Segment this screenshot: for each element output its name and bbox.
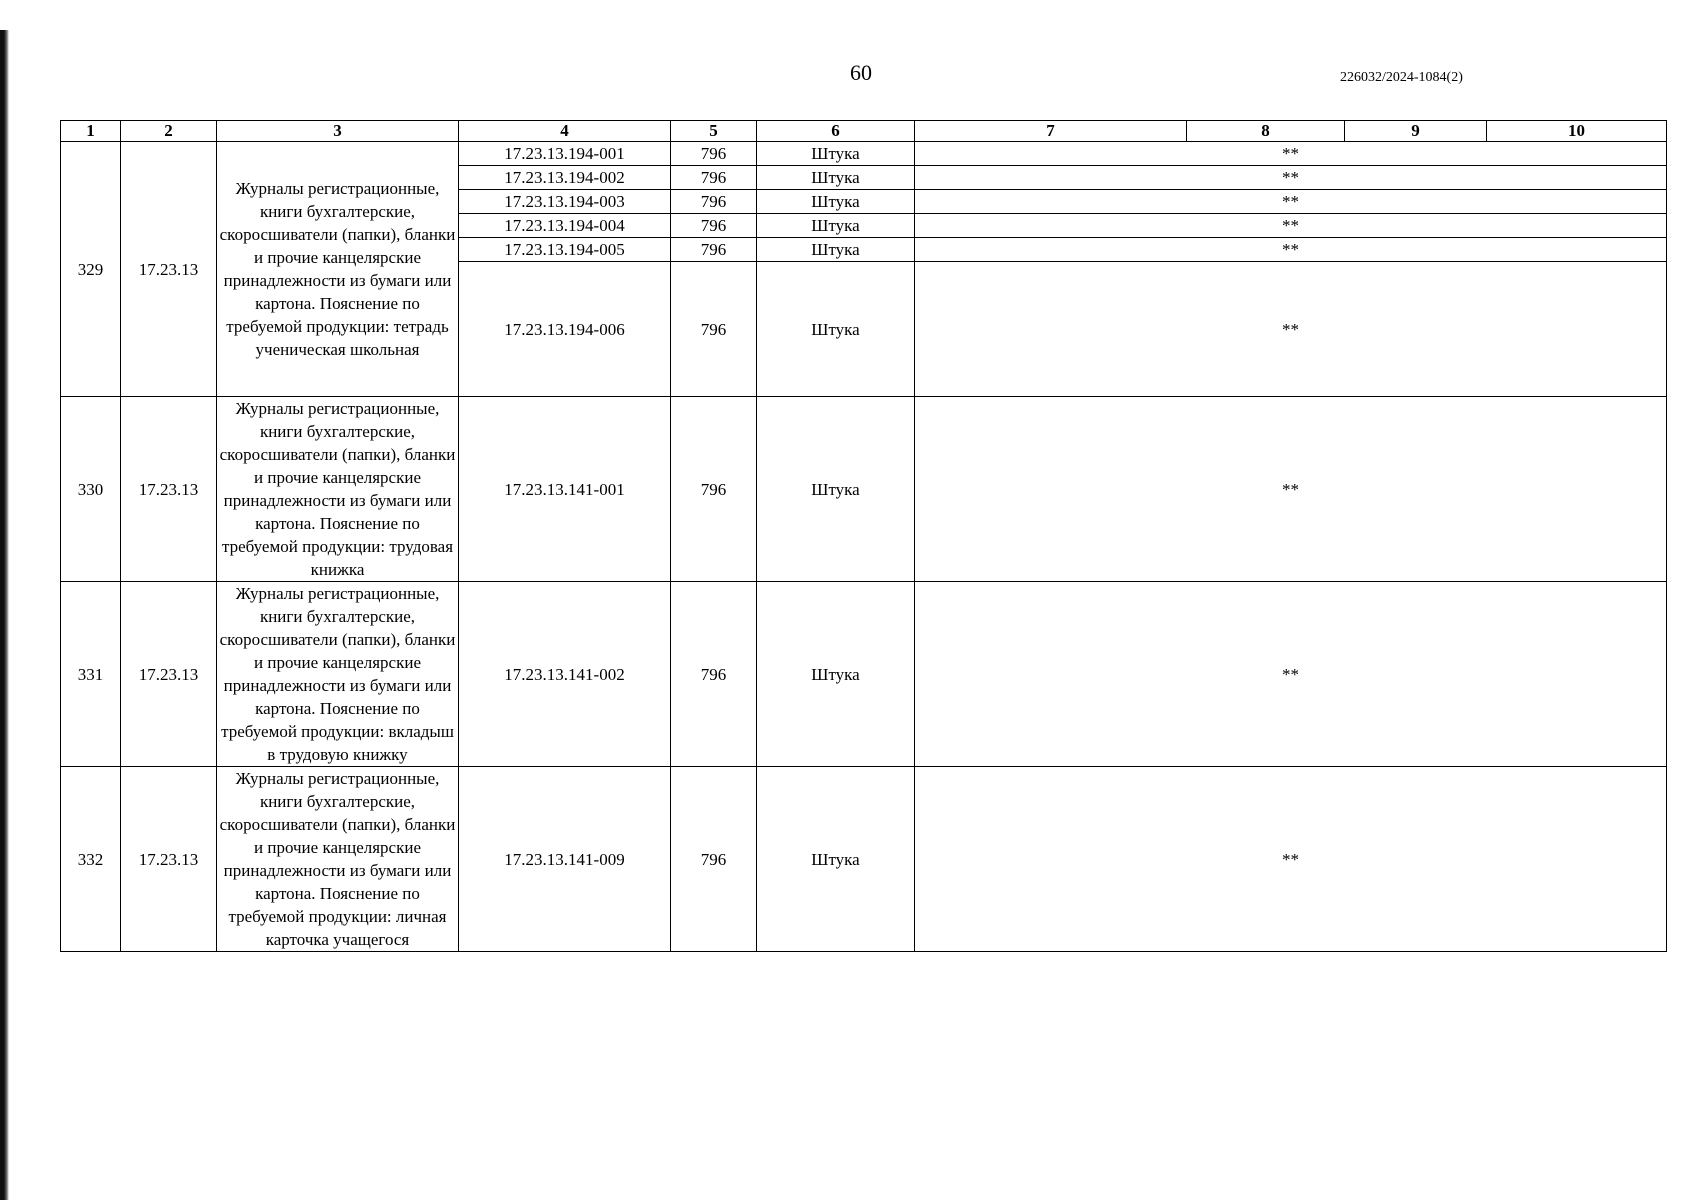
table-row	[61, 397, 1667, 582]
unit-name: Штука	[757, 190, 915, 214]
header-col-6: 6	[757, 121, 915, 142]
mark-cell: **	[915, 142, 1667, 166]
document-id: 226032/2024-1084(2)	[1340, 70, 1463, 85]
header-col-5: 5	[671, 121, 757, 142]
unit-name: Штука	[757, 262, 915, 397]
unit-name: Штука	[757, 238, 915, 262]
okei-code: 796	[671, 582, 757, 767]
product-description: Журналы регистрационные, книги бухгалтерские, скоросшиватели (папки), бланки и прочие канцелярские принадлежности из бумаги или картона. Пояснение по требуемой продукции: трудовая книжка	[217, 397, 459, 582]
header-col-8: 8	[1187, 121, 1345, 142]
mark-cell: **	[915, 166, 1667, 190]
header-col-2: 2	[121, 121, 217, 142]
unit-name: Штука	[757, 397, 915, 582]
unit-name: Штука	[757, 166, 915, 190]
row-number: 331	[61, 582, 121, 767]
table-row	[61, 582, 1667, 767]
mark-cell: **	[915, 582, 1667, 767]
item-code: 17.23.13.141-002	[459, 582, 671, 767]
unit-name: Штука	[757, 582, 915, 767]
okpd-code: 17.23.13	[121, 142, 217, 397]
unit-name: Штука	[757, 767, 915, 952]
registry-table	[60, 120, 1667, 952]
item-code: 17.23.13.194-001	[459, 142, 671, 166]
okei-code: 796	[671, 767, 757, 952]
okei-code: 796	[671, 397, 757, 582]
okpd-code: 17.23.13	[121, 397, 217, 582]
okpd-code: 17.23.13	[121, 767, 217, 952]
header-col-7: 7	[915, 121, 1187, 142]
item-code: 17.23.13.194-006	[459, 262, 671, 397]
row-number: 332	[61, 767, 121, 952]
page-number: 60	[850, 60, 872, 85]
product-description: Журналы регистрационные, книги бухгалтерские, скоросшиватели (папки), бланки и прочие канцелярские принадлежности из бумаги или картона. Пояснение по требуемой продукции: вкладыш в трудовую книжку	[217, 582, 459, 767]
unit-name: Штука	[757, 142, 915, 166]
okei-code: 796	[671, 166, 757, 190]
item-code: 17.23.13.141-009	[459, 767, 671, 952]
mark-cell: **	[915, 767, 1667, 952]
header-col-4: 4	[459, 121, 671, 142]
mark-cell: **	[915, 190, 1667, 214]
item-code: 17.23.13.194-003	[459, 190, 671, 214]
header-col-3: 3	[217, 121, 459, 142]
mark-cell: **	[915, 214, 1667, 238]
mark-cell: **	[915, 397, 1667, 582]
row-number: 329	[61, 142, 121, 397]
okpd-code: 17.23.13	[121, 582, 217, 767]
product-description: Журналы регистрационные, книги бухгалтерские, скоросшиватели (папки), бланки и прочие канцелярские принадлежности из бумаги или картона. Пояснение по требуемой продукции: тетрадь ученическая школьная	[217, 142, 459, 397]
item-code: 17.23.13.194-004	[459, 214, 671, 238]
item-code: 17.23.13.194-005	[459, 238, 671, 262]
okei-code: 796	[671, 238, 757, 262]
table-row	[61, 142, 1667, 166]
header-col-1: 1	[61, 121, 121, 142]
okei-code: 796	[671, 190, 757, 214]
okei-code: 796	[671, 262, 757, 397]
header-col-9: 9	[1345, 121, 1487, 142]
item-code: 17.23.13.141-001	[459, 397, 671, 582]
header-row	[61, 121, 1667, 142]
product-description: Журналы регистрационные, книги бухгалтерские, скоросшиватели (папки), бланки и прочие канцелярские принадлежности из бумаги или картона. Пояснение по требуемой продукции: личная карточка учащегося	[217, 767, 459, 952]
mark-cell: **	[915, 238, 1667, 262]
header-col-10: 10	[1487, 121, 1667, 142]
mark-cell: **	[915, 262, 1667, 397]
table-row	[61, 767, 1667, 952]
okei-code: 796	[671, 142, 757, 166]
item-code: 17.23.13.194-002	[459, 166, 671, 190]
okei-code: 796	[671, 214, 757, 238]
scan-edge	[0, 30, 9, 1200]
unit-name: Штука	[757, 214, 915, 238]
row-number: 330	[61, 397, 121, 582]
